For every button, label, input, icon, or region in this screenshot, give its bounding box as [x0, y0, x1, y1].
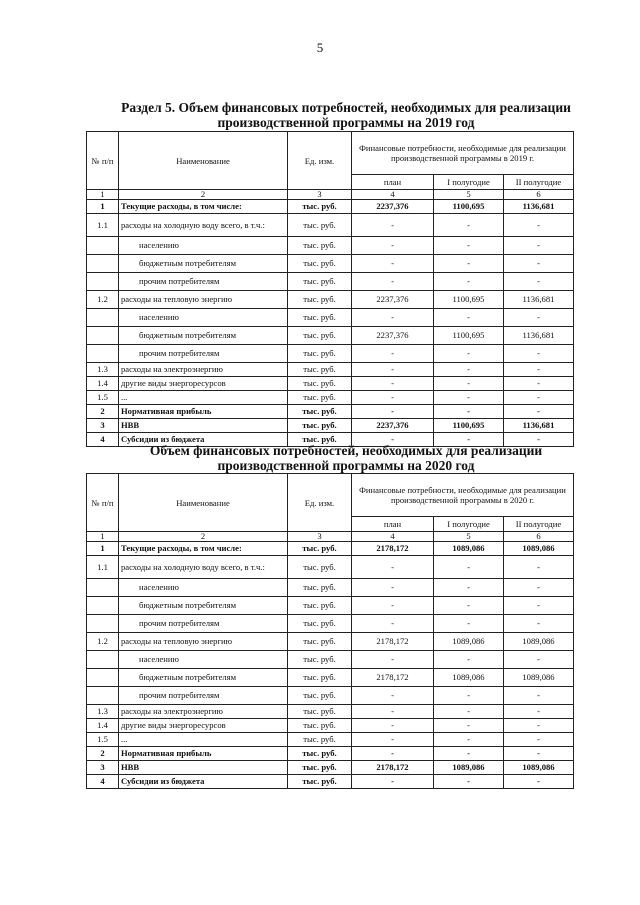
row-half1: - [434, 615, 504, 633]
row-unit: тыс. руб. [288, 214, 352, 237]
table-row [87, 309, 574, 327]
row-half2: - [504, 651, 574, 669]
row-half2: - [504, 687, 574, 705]
row-half2: - [504, 719, 574, 733]
column-number: 4 [352, 190, 434, 200]
row-plan: - [352, 377, 434, 391]
row-name: Субсидии из бюджета [119, 433, 288, 447]
row-name: расходы на холодную воду всего, в т.ч.: [119, 556, 288, 579]
column-number: 1 [87, 190, 119, 200]
row-number [87, 255, 119, 273]
row-number: 1.1 [87, 556, 119, 579]
header-num: № п/п [87, 474, 119, 532]
row-half1: - [434, 705, 504, 719]
row-number: 1 [87, 542, 119, 556]
header-unit: Ед. изм. [288, 474, 352, 532]
row-number [87, 327, 119, 345]
row-unit: тыс. руб. [288, 669, 352, 687]
row-name: бюджетным потребителям [119, 327, 288, 345]
row-plan: - [352, 747, 434, 761]
row-half2: 1136,681 [504, 200, 574, 214]
row-half2: 1089,086 [504, 542, 574, 556]
table-row [87, 405, 574, 419]
column-number: 5 [434, 532, 504, 542]
row-name: бюджетным потребителям [119, 669, 288, 687]
row-plan: 2237,376 [352, 419, 434, 433]
row-plan: - [352, 615, 434, 633]
table-row [87, 597, 574, 615]
row-number: 4 [87, 433, 119, 447]
row-half2: - [504, 345, 574, 363]
header-unit: Ед. изм. [288, 132, 352, 190]
header-h2: II полугодие [504, 175, 574, 190]
row-half1: - [434, 433, 504, 447]
table-row [87, 747, 574, 761]
row-name: населению [119, 309, 288, 327]
row-half1: 1100,695 [434, 291, 504, 309]
row-name: Текущие расходы, в том числе: [119, 200, 288, 214]
row-half1: - [434, 775, 504, 789]
row-half2: - [504, 255, 574, 273]
column-number: 2 [119, 532, 288, 542]
row-half2: - [504, 214, 574, 237]
table-row [87, 615, 574, 633]
row-half2: - [504, 556, 574, 579]
row-plan: - [352, 705, 434, 719]
row-half2: 1136,681 [504, 327, 574, 345]
header-plan: план [352, 517, 434, 532]
row-unit: тыс. руб. [288, 733, 352, 747]
row-half1: 1100,695 [434, 419, 504, 433]
row-name: бюджетным потребителям [119, 255, 288, 273]
row-number: 1.1 [87, 214, 119, 237]
row-half2: - [504, 747, 574, 761]
row-half1: - [434, 391, 504, 405]
column-number: 6 [504, 190, 574, 200]
row-name: расходы на тепловую энергию [119, 291, 288, 309]
row-plan: - [352, 214, 434, 237]
column-number: 5 [434, 190, 504, 200]
row-name: населению [119, 579, 288, 597]
row-half1: - [434, 651, 504, 669]
row-half1: 1100,695 [434, 327, 504, 345]
row-plan: - [352, 579, 434, 597]
row-name: расходы на тепловую энергию [119, 633, 288, 651]
row-number: 4 [87, 775, 119, 789]
row-unit: тыс. руб. [288, 615, 352, 633]
header-num: № п/п [87, 132, 119, 190]
row-half1: 1089,086 [434, 761, 504, 775]
row-number: 1.2 [87, 291, 119, 309]
row-half1: - [434, 719, 504, 733]
row-half1: 1089,086 [434, 633, 504, 651]
row-half1: - [434, 309, 504, 327]
row-name: Текущие расходы, в том числе: [119, 542, 288, 556]
row-plan: - [352, 405, 434, 419]
row-half2: - [504, 309, 574, 327]
row-number: 1.4 [87, 377, 119, 391]
row-number: 1.2 [87, 633, 119, 651]
row-name: населению [119, 651, 288, 669]
row-plan: - [352, 345, 434, 363]
column-number: 3 [288, 532, 352, 542]
row-unit: тыс. руб. [288, 255, 352, 273]
row-unit: тыс. руб. [288, 345, 352, 363]
table-row [87, 291, 574, 309]
table-row [87, 200, 574, 214]
table-row [87, 345, 574, 363]
row-number: 1 [87, 200, 119, 214]
row-half1: 1089,086 [434, 669, 504, 687]
row-unit: тыс. руб. [288, 419, 352, 433]
row-plan: - [352, 309, 434, 327]
table-row [87, 651, 574, 669]
row-plan: - [352, 651, 434, 669]
header-name: Наименование [119, 132, 288, 190]
row-name: ... [119, 733, 288, 747]
section-title-line1: Раздел 5. Объем финансовых потребностей, необходимых для реализации [121, 100, 571, 115]
row-half1: - [434, 363, 504, 377]
header-plan: план [352, 175, 434, 190]
table-row [87, 363, 574, 377]
section-title-line2: производственной программы на 2019 год [217, 115, 475, 130]
row-plan: - [352, 733, 434, 747]
row-half2: - [504, 615, 574, 633]
row-number: 3 [87, 761, 119, 775]
table-row [87, 761, 574, 775]
row-unit: тыс. руб. [288, 633, 352, 651]
row-name: ... [119, 391, 288, 405]
row-plan: - [352, 255, 434, 273]
row-plan: - [352, 719, 434, 733]
row-half2: 1136,681 [504, 419, 574, 433]
row-half1: - [434, 345, 504, 363]
header-name: Наименование [119, 474, 288, 532]
row-name: НВВ [119, 419, 288, 433]
row-half1: - [434, 214, 504, 237]
table-row [87, 542, 574, 556]
section-title-line1: Объем финансовых потребностей, необходимых для реализации [149, 443, 543, 458]
row-half1: - [434, 579, 504, 597]
row-half2: - [504, 733, 574, 747]
table-row [87, 633, 574, 651]
row-number [87, 597, 119, 615]
column-number: 1 [87, 532, 119, 542]
row-half1: - [434, 556, 504, 579]
row-unit: тыс. руб. [288, 363, 352, 377]
row-unit: тыс. руб. [288, 579, 352, 597]
row-name: НВВ [119, 761, 288, 775]
row-plan: 2178,172 [352, 669, 434, 687]
row-name: расходы на холодную воду всего, в т.ч.: [119, 214, 288, 237]
column-numbers-row [87, 190, 574, 200]
row-half1: 1100,695 [434, 200, 504, 214]
header-h1: I полугодие [434, 175, 504, 190]
header-h2: II полугодие [504, 517, 574, 532]
row-unit: тыс. руб. [288, 200, 352, 214]
row-half2: - [504, 237, 574, 255]
row-half2: - [504, 775, 574, 789]
row-plan: 2237,376 [352, 200, 434, 214]
row-plan: - [352, 597, 434, 615]
row-number: 1.5 [87, 391, 119, 405]
row-half1: - [434, 687, 504, 705]
section-title-2020 [86, 443, 606, 473]
row-name: прочим потребителям [119, 615, 288, 633]
row-number: 1.5 [87, 733, 119, 747]
row-unit: тыс. руб. [288, 705, 352, 719]
row-number [87, 579, 119, 597]
row-unit: тыс. руб. [288, 597, 352, 615]
table-row [87, 327, 574, 345]
row-half1: - [434, 747, 504, 761]
table-row [87, 705, 574, 719]
financial-needs-table-2020 [86, 473, 574, 789]
row-half2: - [504, 433, 574, 447]
row-half2: 1136,681 [504, 291, 574, 309]
table-row [87, 775, 574, 789]
row-half2: - [504, 579, 574, 597]
row-unit: тыс. руб. [288, 556, 352, 579]
row-half1: - [434, 273, 504, 291]
row-plan: 2178,172 [352, 761, 434, 775]
row-number [87, 651, 119, 669]
column-number: 6 [504, 532, 574, 542]
header-h1: I полугодие [434, 517, 504, 532]
table-row [87, 733, 574, 747]
row-number [87, 309, 119, 327]
row-name: расходы на электроэнергию [119, 363, 288, 377]
row-half2: - [504, 597, 574, 615]
row-number: 2 [87, 405, 119, 419]
row-name: Нормативная прибыль [119, 405, 288, 419]
row-half1: - [434, 597, 504, 615]
table-row [87, 719, 574, 733]
row-unit: тыс. руб. [288, 273, 352, 291]
table-row [87, 273, 574, 291]
row-unit: тыс. руб. [288, 377, 352, 391]
row-half1: 1089,086 [434, 542, 504, 556]
table-row [87, 579, 574, 597]
row-name: населению [119, 237, 288, 255]
table-row [87, 237, 574, 255]
row-number [87, 615, 119, 633]
row-half2: - [504, 363, 574, 377]
row-unit: тыс. руб. [288, 651, 352, 669]
row-number [87, 345, 119, 363]
row-name: расходы на электроэнергию [119, 705, 288, 719]
row-number: 1.3 [87, 363, 119, 377]
row-plan: - [352, 687, 434, 705]
row-half1: - [434, 237, 504, 255]
row-half1: - [434, 377, 504, 391]
row-unit: тыс. руб. [288, 327, 352, 345]
row-plan: - [352, 775, 434, 789]
column-number: 2 [119, 190, 288, 200]
row-number [87, 669, 119, 687]
row-plan: 2178,172 [352, 542, 434, 556]
row-name: Субсидии из бюджета [119, 775, 288, 789]
row-unit: тыс. руб. [288, 542, 352, 556]
row-name: бюджетным потребителям [119, 597, 288, 615]
financial-needs-table-2019 [86, 131, 574, 447]
row-unit: тыс. руб. [288, 433, 352, 447]
row-unit: тыс. руб. [288, 391, 352, 405]
column-numbers-row [87, 532, 574, 542]
column-number: 4 [352, 532, 434, 542]
row-name: другие виды энергоресурсов [119, 377, 288, 391]
row-half2: - [504, 705, 574, 719]
row-unit: тыс. руб. [288, 719, 352, 733]
row-plan: 2237,376 [352, 327, 434, 345]
row-name: Нормативная прибыль [119, 747, 288, 761]
row-plan: - [352, 237, 434, 255]
table-row [87, 255, 574, 273]
header-group: Финансовые потребности, необходимые для реализации производственной программы в 2019 г. [352, 132, 574, 175]
row-number [87, 273, 119, 291]
table-row [87, 687, 574, 705]
row-name: прочим потребителям [119, 345, 288, 363]
row-plan: - [352, 363, 434, 377]
row-half2: - [504, 391, 574, 405]
row-half2: 1089,086 [504, 761, 574, 775]
row-half1: - [434, 405, 504, 419]
row-name: прочим потребителям [119, 687, 288, 705]
row-number [87, 687, 119, 705]
section-title-line2: производственной программы на 2020 год [217, 458, 475, 473]
header-group: Финансовые потребности, необходимые для реализации производственной программы в 2020 г. [352, 474, 574, 517]
column-number: 3 [288, 190, 352, 200]
row-name: прочим потребителям [119, 273, 288, 291]
row-unit: тыс. руб. [288, 405, 352, 419]
row-plan: - [352, 433, 434, 447]
row-number: 1.4 [87, 719, 119, 733]
row-half1: - [434, 733, 504, 747]
row-plan: 2237,376 [352, 291, 434, 309]
row-number: 2 [87, 747, 119, 761]
row-half2: 1089,086 [504, 669, 574, 687]
row-number: 3 [87, 419, 119, 433]
row-unit: тыс. руб. [288, 747, 352, 761]
row-plan: 2178,172 [352, 633, 434, 651]
table-row [87, 556, 574, 579]
section-title-2019 [86, 100, 606, 130]
row-unit: тыс. руб. [288, 309, 352, 327]
row-unit: тыс. руб. [288, 237, 352, 255]
table-row [87, 391, 574, 405]
row-half1: - [434, 255, 504, 273]
row-half2: - [504, 405, 574, 419]
row-unit: тыс. руб. [288, 291, 352, 309]
row-unit: тыс. руб. [288, 775, 352, 789]
row-half2: - [504, 377, 574, 391]
table-row [87, 214, 574, 237]
row-unit: тыс. руб. [288, 687, 352, 705]
row-half2: 1089,086 [504, 633, 574, 651]
row-plan: - [352, 391, 434, 405]
row-plan: - [352, 273, 434, 291]
table-row [87, 377, 574, 391]
row-unit: тыс. руб. [288, 761, 352, 775]
row-half2: - [504, 273, 574, 291]
row-number: 1.3 [87, 705, 119, 719]
table-row [87, 669, 574, 687]
row-plan: - [352, 556, 434, 579]
table-row [87, 419, 574, 433]
page-number: 5 [316, 40, 324, 55]
row-number [87, 237, 119, 255]
row-name: другие виды энергоресурсов [119, 719, 288, 733]
